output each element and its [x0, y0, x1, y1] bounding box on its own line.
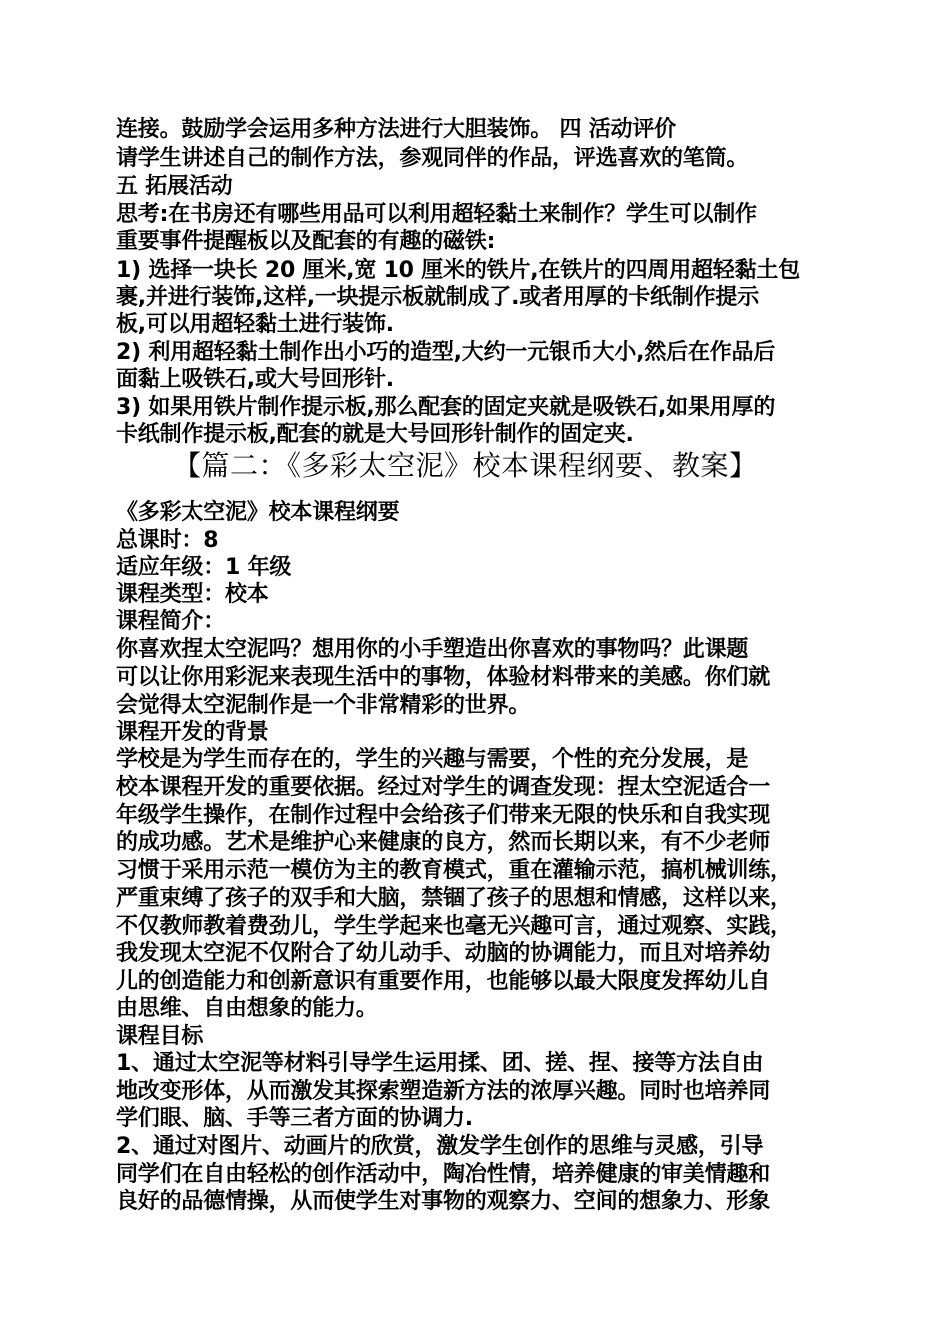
text-line: 总课时：8: [116, 528, 219, 553]
text-line: 学校是为学生而存在的，学生的兴趣与需要，个性的充分发展，是: [116, 747, 749, 772]
text-line: 校本课程开发的重要依据。经过对学生的调查发现：捏太空泥适合一: [116, 775, 771, 800]
text-line: 可以让你用彩泥来表现生活中的事物，体验材料带来的美感。你们就: [116, 665, 771, 690]
text-line: 你喜欢捏太空泥吗？想用你的小手塑造出你喜欢的事物吗？此课题: [116, 637, 749, 662]
text-line: 地改变形体，从而激发其探索塑造新方法的浓厚兴趣。同时也培养同: [116, 1079, 771, 1104]
text-line: 思考:在书房还有哪些用品可以利用超轻黏土来制作？学生可以制作: [116, 202, 757, 227]
text-line: 年级学生操作，在制作过程中会给孩子们带来无限的快乐和自我实现: [116, 803, 771, 828]
text-line: 2) 利用超轻黏土制作出小巧的造型,大约一元银币大小,然后在作品后: [116, 340, 776, 365]
text-line: 1、通过太空泥等材料引导学生运用揉、团、搓、捏、接等方法自由: [116, 1051, 764, 1076]
section-title: 课程目标: [116, 1024, 204, 1049]
text-line: 重要事件提醒板以及配套的有趣的磁铁:: [116, 229, 496, 254]
text-line: 不仅教师教着费劲儿，学生学起来也毫无兴趣可言，通过观察、实践，: [116, 914, 792, 939]
text-line: 儿的创造能力和创新意识有重要作用，也能够以最大限度发挥幼儿自: [116, 969, 771, 994]
text-line: 连接。鼓励学会运用多种方法进行大胆装饰。 四 活动评价: [116, 117, 676, 142]
text-line: 会觉得太空泥制作是一个非常精彩的世界。: [116, 693, 531, 718]
text-line: 由思维、自由想象的能力。: [116, 996, 378, 1021]
text-line: 同学们在自由轻松的创作活动中，陶冶性情，培养健康的审美情趣和: [116, 1162, 771, 1187]
text-line: 学们眼、脑、手等三者方面的协调力.: [116, 1106, 473, 1131]
section-heading: 【篇二：《多彩太空泥》校本课程纲要、教案】: [173, 449, 758, 482]
text-line: 严重束缚了孩子的双手和大脑，禁锢了孩子的思想和情感，这样以来，: [116, 886, 792, 911]
text-line: 1) 选择一块长 20 厘米,宽 10 厘米的铁片,在铁片的四周用超轻黏土包: [116, 258, 801, 283]
text-line: 课程类型：校本: [116, 582, 269, 607]
text-line: 习惯于采用示范一模仿为主的教育模式，重在灌输示范，搞机械训练，: [116, 858, 792, 883]
text-line: 面黏上吸铁石,或大号回形针.: [116, 367, 394, 392]
text-line: 卡纸制作提示板,配套的就是大号回形针制作的固定夹.: [116, 422, 634, 447]
text-line: 裹,并进行装饰,这样,一块提示板就制成了.或者用厚的卡纸制作提示: [116, 285, 760, 310]
text-line: 良好的品德情操，从而使学生对事物的观察力、空间的想象力、形象: [116, 1189, 771, 1214]
text-line: 3) 如果用铁片制作提示板,那么配套的固定夹就是吸铁石,如果用厚的: [116, 395, 776, 420]
text-line: 2、通过对图片、动画片的欣赏，激发学生创作的思维与灵感，引导: [116, 1134, 764, 1159]
document-title: 《多彩太空泥》校本课程纲要: [116, 500, 400, 525]
section-title: 课程开发的背景: [116, 720, 269, 745]
text-line: 课程简介：: [116, 609, 226, 634]
text-line: 板,可以用超轻黏土进行装饰.: [116, 312, 394, 337]
text-line: 我发现太空泥不仅附合了幼儿动手、动脑的协调能力，而且对培养幼: [116, 941, 771, 966]
text-line: 适应年级：1 年级: [116, 555, 292, 580]
text-line: 请学生讲述自己的制作方法，参观同伴的作品，评选喜欢的笔筒。: [116, 146, 749, 171]
text-line: 的成功感。艺术是维护心来健康的良方，然而长期以来，有不少老师: [116, 830, 771, 855]
section-title: 五 拓展活动: [116, 174, 233, 199]
